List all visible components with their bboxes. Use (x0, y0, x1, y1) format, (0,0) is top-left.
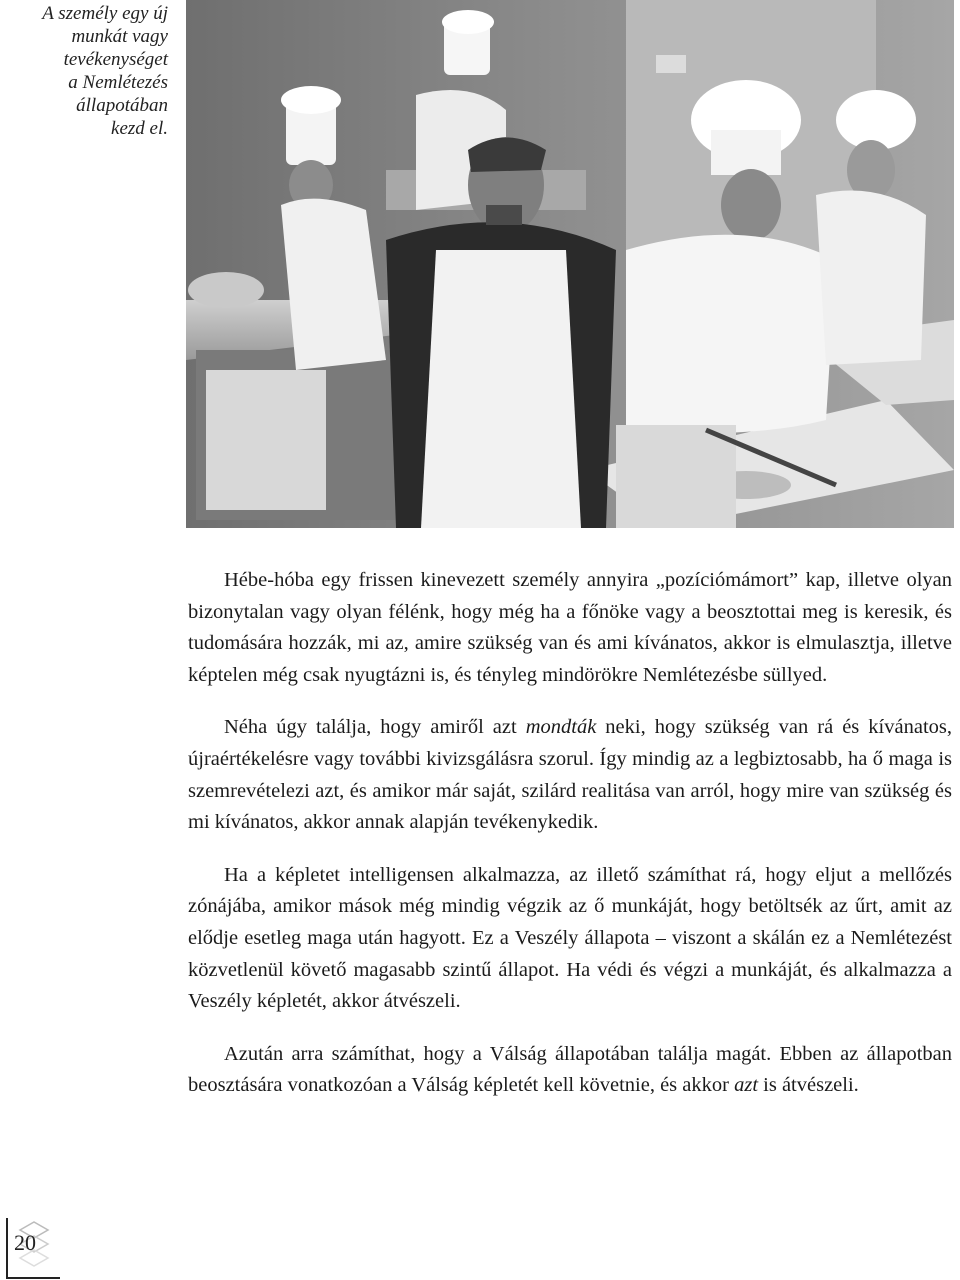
kitchen-photo (186, 0, 954, 528)
paragraph-4 (188, 1039, 952, 1102)
paragraph-3-text: Ha a képletet intelligensen alkalmazza, az illető számíthat rá, hogy eljut a mellőzés zónájába, amikor mások még mindig végzik az ő munkáját, hogy betöltsék az űrt, amit az elődje esetleg maga után hagyott. Ez a Veszély állapota – viszont a skálán ez a Nemlétezést közvetlenül követő magasabb szintű állapot. Ha védi és végzi a munkáját, és alkalmazza a Veszély képletét, akkor átvészeli. (188, 863, 952, 1013)
paragraph-1 (188, 565, 952, 691)
storage-bin (206, 370, 326, 510)
paragraph-1-text: Hébe-hóba egy frissen kinevezett személy annyira „pozíciómámort” kap, illetve olyan bizonytalan vagy olyan félénk, hogy még ha a főnöke vagy a beosztottai meg is keresik, és tudomására hozzák, mi az, amire szükség van és ami kívánatos, akkor is elmulasztja, illetve képtelen még csak nyugtázni is, és tényleg mindörökre Nemlétezésbe süllyed. (188, 569, 952, 686)
paragraph-4-text-a: Azután arra számíthat, hogy a Válság állapotában találja magát. Ebben az állapotban beosztására vonatkozóan a Válság képletét kell követnie, és akkor (188, 1042, 952, 1097)
kitchen-photo-illustration (186, 0, 954, 528)
apron (421, 250, 581, 528)
caption-line: munkát vagy (71, 26, 168, 47)
paragraph-4-emphasis: azt (734, 1074, 759, 1097)
paragraph-4-text-b: is átvészeli. (758, 1074, 859, 1097)
paragraph-3 (188, 860, 952, 1018)
paragraph-2 (188, 712, 952, 838)
caption-line: tevékenységet (63, 49, 168, 70)
photo-caption (8, 2, 168, 140)
body-text (188, 565, 952, 1123)
caption-line: kezd el. (111, 118, 168, 139)
paragraph-2-text-a: Néha úgy találja, hogy amiről azt (224, 716, 526, 739)
caption-line: állapotában (76, 95, 168, 116)
paragraph-2-emphasis: mondták (525, 716, 597, 739)
caption-line: a Nemlétezés (68, 72, 168, 93)
caption-line: A személy egy új (42, 3, 168, 24)
paragraph-2-text-b: neki, hogy szükség van rá és kívánatos, újraértékelésre vagy további kivizsgálásra szorul. Így mindig az a legbiztosabb, ha ő maga is szemrevételezi azt, és amikor már saját, szilárd realitása van arról, hogy mire van szükség és mi kívánatos, akkor annak alapján tevékenykedik. (188, 716, 952, 834)
page-number: 20 (14, 1230, 36, 1255)
